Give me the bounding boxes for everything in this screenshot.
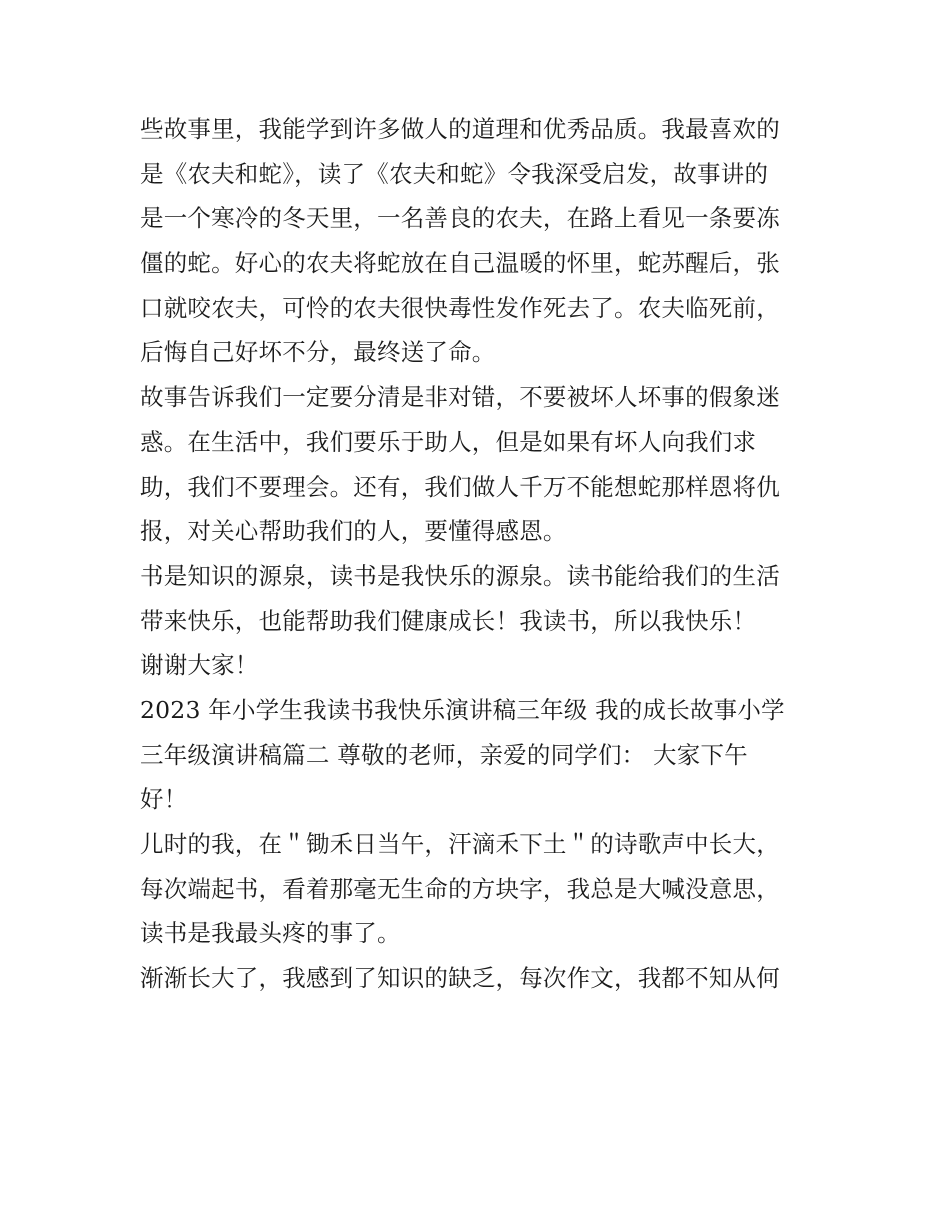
text-line: 些故事里，我能学到许多做人的道理和优秀品质。我最喜欢的 <box>140 115 780 143</box>
text-line: 口就咬农夫，可怜的农夫很快毒性发作死去了。农夫临死前， <box>140 293 780 322</box>
text-line: 谢谢大家！ <box>140 651 259 680</box>
text-line: 惑。在生活中，我们要乐于助人，但是如果有坏人向我们求 <box>140 427 757 456</box>
text-line: 读书是我最头疼的事了。 <box>140 919 401 948</box>
text-line: 三年级演讲稿篇二 尊敬的老师，亲爱的同学们： 大家下午 <box>140 740 748 769</box>
text-line: 故事告诉我们一定要分清是非对错，不要被坏人坏事的假象迷 <box>140 383 780 412</box>
text-line: 是《农夫和蛇》，读了《农夫和蛇》令我深受启发，故事讲的 <box>140 159 769 188</box>
text-line: 是一个寒冷的冬天里，一名善良的农夫，在路上看见一条要冻 <box>140 204 780 233</box>
text-line: 僵的蛇。好心的农夫将蛇放在自己温暖的怀里，蛇苏醒后，张 <box>140 249 780 278</box>
text-line: 书是知识的源泉，读书是我快乐的源泉。读书能给我们的生活 <box>140 561 780 590</box>
text-line: 2023 年小学生我读书我快乐演讲稿三年级 我的成长故事小学 <box>140 695 785 724</box>
text-line: 渐渐长大了，我感到了知识的缺乏，每次作文，我都不知从何 <box>140 964 780 993</box>
text-line: 后悔自己好坏不分，最终送了命。 <box>140 338 496 367</box>
text-line: 儿时的我，在＂锄禾日当午，汗滴禾下土＂的诗歌声中长大， <box>140 830 780 858</box>
text-line: 报，对关心帮助我们的人，要懂得感恩。 <box>140 517 567 546</box>
body-text <box>140 107 820 1001</box>
text-line: 每次端起书，看着那毫无生命的方块字，我总是大喊没意思， <box>140 874 780 903</box>
text-line: 好！ <box>140 785 188 814</box>
text-line: 助，我们不要理会。还有，我们做人千万不能想蛇那样恩将仇 <box>140 472 780 501</box>
text-line: 带来快乐，也能帮助我们健康成长！我读书，所以我快乐！ <box>140 606 757 635</box>
